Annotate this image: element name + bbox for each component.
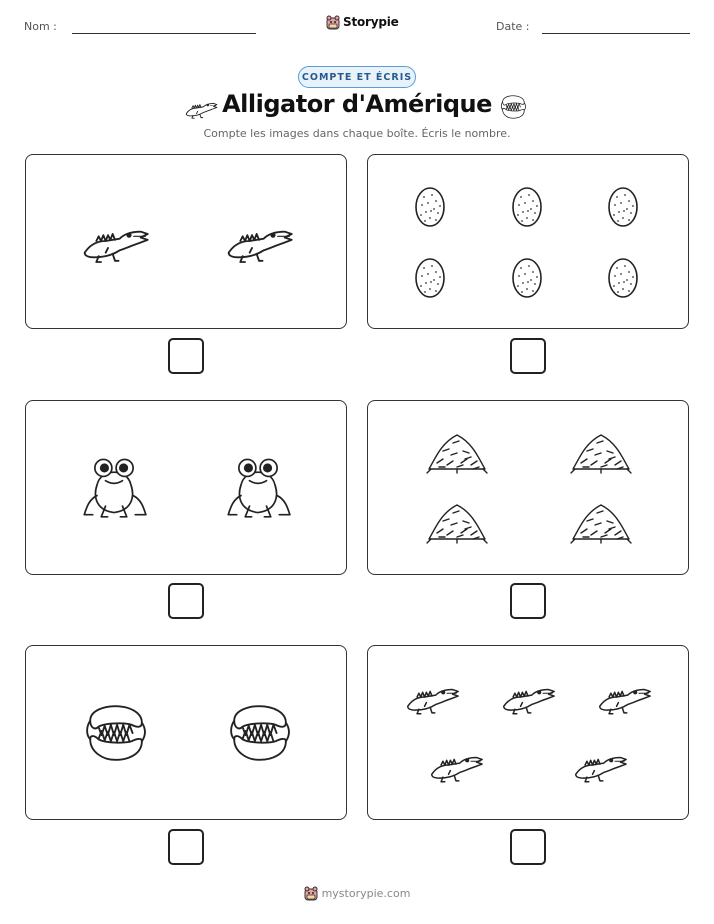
brand-logo — [326, 14, 399, 30]
footer — [0, 885, 714, 901]
answer-box-3[interactable] — [168, 583, 204, 619]
count-card-4 — [367, 400, 689, 575]
frog-icon — [80, 453, 148, 519]
brand-name: Storypie — [343, 15, 399, 29]
alligator-icon — [404, 678, 460, 716]
nest-mound-icon — [570, 499, 632, 545]
nest-mound-icon — [426, 429, 488, 475]
alligator-icon — [500, 678, 556, 716]
answer-box-5[interactable] — [168, 829, 204, 865]
egg-icon — [606, 256, 640, 300]
page-title: Alligator d'Amérique — [222, 90, 492, 118]
count-card-6 — [367, 645, 689, 820]
activity-badge: COMPTE ET ÉCRIS — [298, 66, 416, 88]
alligator-icon — [596, 678, 652, 716]
egg-icon — [510, 185, 544, 229]
alligator-icon — [224, 217, 294, 265]
egg-icon — [510, 256, 544, 300]
nest-mound-icon — [426, 499, 488, 545]
jaws-icon — [500, 93, 526, 121]
count-card-3 — [25, 400, 347, 575]
count-card-5 — [25, 645, 347, 820]
date-label: Date : — [496, 20, 530, 33]
name-label: Nom : — [24, 20, 57, 33]
storypie-mascot-icon — [326, 14, 340, 30]
egg-icon — [606, 185, 640, 229]
storypie-mascot-icon — [304, 885, 318, 901]
egg-icon — [413, 185, 447, 229]
answer-box-6[interactable] — [510, 829, 546, 865]
alligator-icon — [572, 746, 628, 784]
jaws-icon — [84, 704, 146, 762]
frog-icon — [224, 453, 292, 519]
count-card-2 — [367, 154, 689, 329]
nest-mound-icon — [570, 429, 632, 475]
alligator-icon — [80, 217, 150, 265]
answer-box-4[interactable] — [510, 583, 546, 619]
answer-box-2[interactable] — [510, 338, 546, 374]
alligator-icon — [428, 746, 484, 784]
jaws-icon — [228, 704, 290, 762]
answer-box-1[interactable] — [168, 338, 204, 374]
footer-url[interactable]: mystorypie.com — [321, 886, 411, 900]
count-card-1 — [25, 154, 347, 329]
egg-icon — [413, 256, 447, 300]
date-field[interactable] — [542, 33, 690, 34]
name-field[interactable] — [72, 33, 256, 34]
instructions: Compte les images dans chaque boîte. Écris le nombre. — [203, 127, 511, 140]
